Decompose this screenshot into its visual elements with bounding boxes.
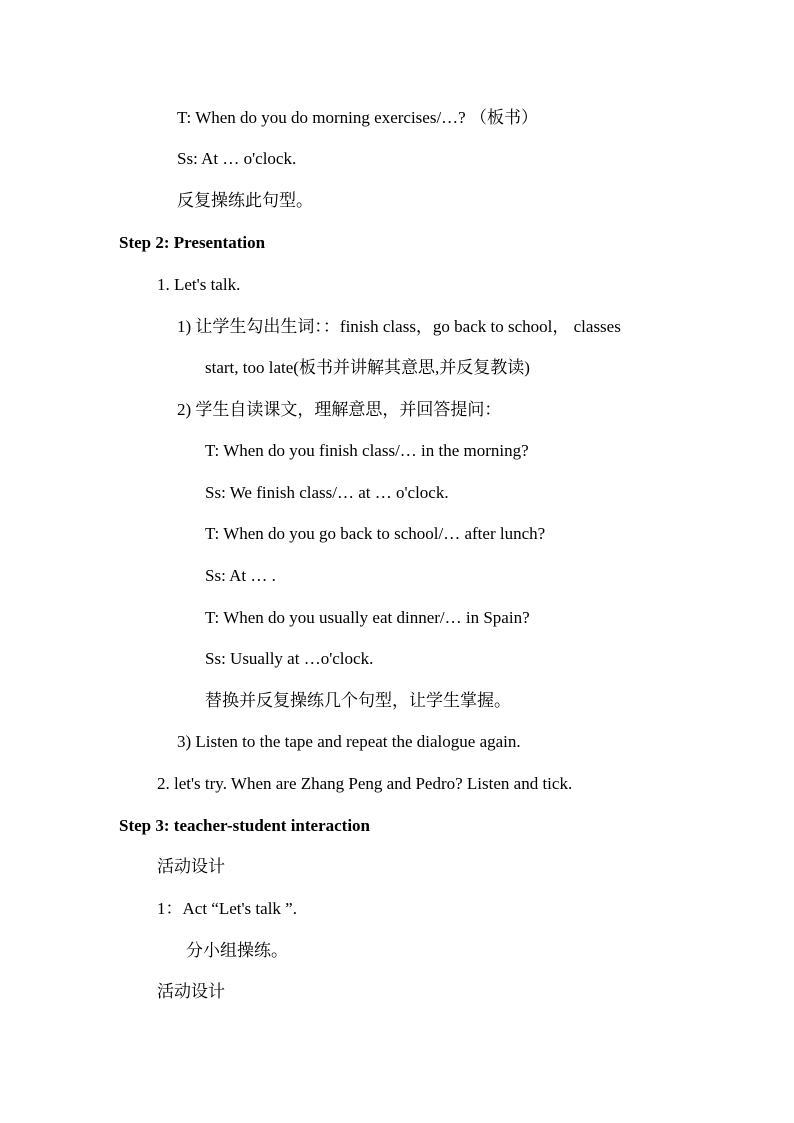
activity-design-label-2: 活动设计 [157,982,225,1001]
sub-item-listen-repeat: 3) Listen to the tape and repeat the dialogue again. [177,732,521,751]
sub-item-new-words: 1) 让学生勾出生词：：finish class，go back to school， classes [177,317,621,336]
sub-item-read-text: 2) 学生自读课文，理解意思，并回答提问： [177,400,502,419]
teacher-question-finish-class: T: When do you finish class/… in the morning? [205,441,529,460]
teacher-question-back-to-school: T: When do you go back to school/… after lunch? [205,524,546,543]
students-answer-dinner: Ss: Usually at …o'clock. [205,649,374,668]
item-lets-try: 2. let's try. When are Zhang Peng and Pedro? Listen and tick. [157,774,573,793]
step-2-heading: Step 2: Presentation [119,233,266,252]
students-answer-finish-class: Ss: We finish class/… at … o'clock. [205,483,449,502]
act-lets-talk-item: 1：Act “Let's talk ”. [157,899,297,918]
teacher-question-morning-exercises: T: When do you do morning exercises/…? （板书） [177,108,538,127]
group-practice-note: 分小组操练。 [186,941,288,960]
practice-note-substitution: 替换并反复操练几个句型，让学生掌握。 [205,691,511,710]
students-answer-oclock: Ss: At … o'clock. [177,149,297,168]
teacher-question-dinner: T: When do you usually eat dinner/… in Spain? [205,608,530,627]
practice-note: 反复操练此句型。 [177,191,313,210]
students-answer-back-to-school: Ss: At … . [205,566,276,585]
item-lets-talk: 1. Let's talk. [157,275,241,294]
step-3-heading: Step 3: teacher-student interaction [119,816,371,835]
activity-design-label: 活动设计 [157,857,225,876]
sub-item-new-words-continued: start, too late(板书并讲解其意思,并反复教读) [205,358,530,377]
